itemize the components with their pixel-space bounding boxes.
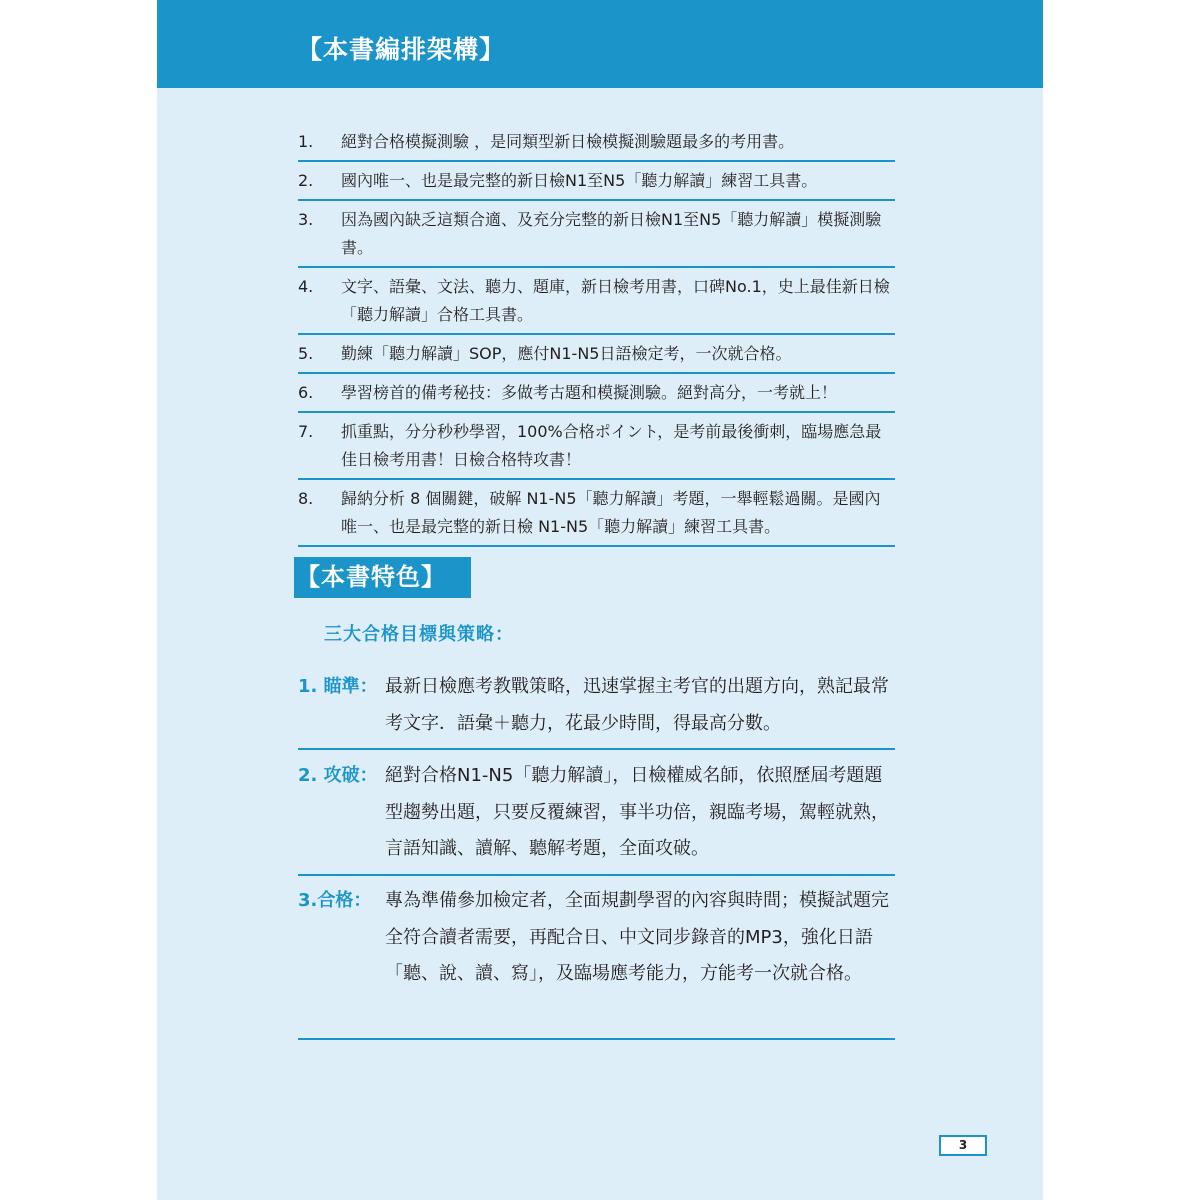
list-item [298,268,895,335]
list-item [298,123,895,162]
list-item-number: 7. [298,422,314,441]
list-item-number: 2. [298,171,314,190]
feature-label: 2. 攻破： [298,765,378,786]
list-item-text: 國內唯一、也是最完整的新日檢N1至N5「聽力解讀」練習工具書。 [341,171,818,190]
list-item-text: 文字、語彙、文法、聽力、題庫，新日檢考用書，口碑No.1，史上最佳新日檢「聽力解讀」合格工具書。 [341,277,890,324]
list-item-text: 因為國內缺乏這類合適、及充分完整的新日檢N1至N5「聽力解讀」模擬測驗書。 [341,210,882,257]
book-page [157,0,1043,1200]
list-item [298,413,895,480]
list-item-text: 學習榜首的備考秘技：多做考古題和模擬測驗。絕對高分，一考就上！ [341,383,838,402]
list-item-text: 絕對合格模擬測驗 ，是同類型新日檢模擬測驗題最多的考用書。 [341,132,795,151]
feature-text: 絕對合格N1-N5「聽力解讀」，日檢權威名師，依照歷屆考題題型趨勢出題，只要反覆練習，事半功倍，親臨考場，駕輕就熟，言語知識、讀解、聽解考題，全面攻破。 [385,765,889,859]
features-subtitle: 三大合格目標與策略： [324,624,514,645]
section-title-features: 【本書特色】 [294,557,471,598]
feature-item-break [298,758,895,876]
list-item [298,335,895,374]
page-number: 3 [939,1135,987,1156]
section-title-structure: 【本書編排架構】 [297,35,506,64]
feature-label: 1. 瞄準： [298,676,378,697]
list-item [298,201,895,268]
feature-item-pass [298,883,895,1040]
header-band [157,0,1043,88]
list-item-number: 4. [298,277,314,296]
feature-text: 專為準備參加檢定者，全面規劃學習的內容與時間；模擬試題完全符合讀者需要，再配合日、中文同步錄音的MP3，強化日語「聽、說、讀、寫」，及臨場應考能力，方能考一次就合格。 [385,890,889,984]
list-item-text: 抓重點，分分秒秒學習，100%合格ポイント，是考前最後衝刺，臨場應急最佳日檢考用書！日檢合格特攻書！ [341,422,882,469]
list-item-text: 勤練「聽力解讀」SOP，應付N1-N5日語檢定考，一次就合格。 [341,344,792,363]
list-item-number: 8. [298,489,314,508]
feature-text: 最新日檢應考教戰策略，迅速掌握主考官的出題方向，熟記最常考文字．語彙＋聽力，花最少時間，得最高分數。 [385,676,889,734]
list-item [298,374,895,413]
list-item-number: 1. [298,132,314,151]
list-item [298,162,895,201]
structure-list [298,123,895,547]
feature-item-aim [298,669,895,750]
list-item-text: 歸納分析 8 個關鍵，破解 N1-N5「聽力解讀」考題，一舉輕鬆過關。是國內唯一、也是最完整的新日檢 N1-N5「聽力解讀」練習工具書。 [341,489,881,536]
list-item-number: 5. [298,344,314,363]
list-item-number: 3. [298,210,314,229]
list-item-number: 6. [298,383,314,402]
feature-label: 3.合格： [298,890,372,911]
list-item [298,480,895,547]
